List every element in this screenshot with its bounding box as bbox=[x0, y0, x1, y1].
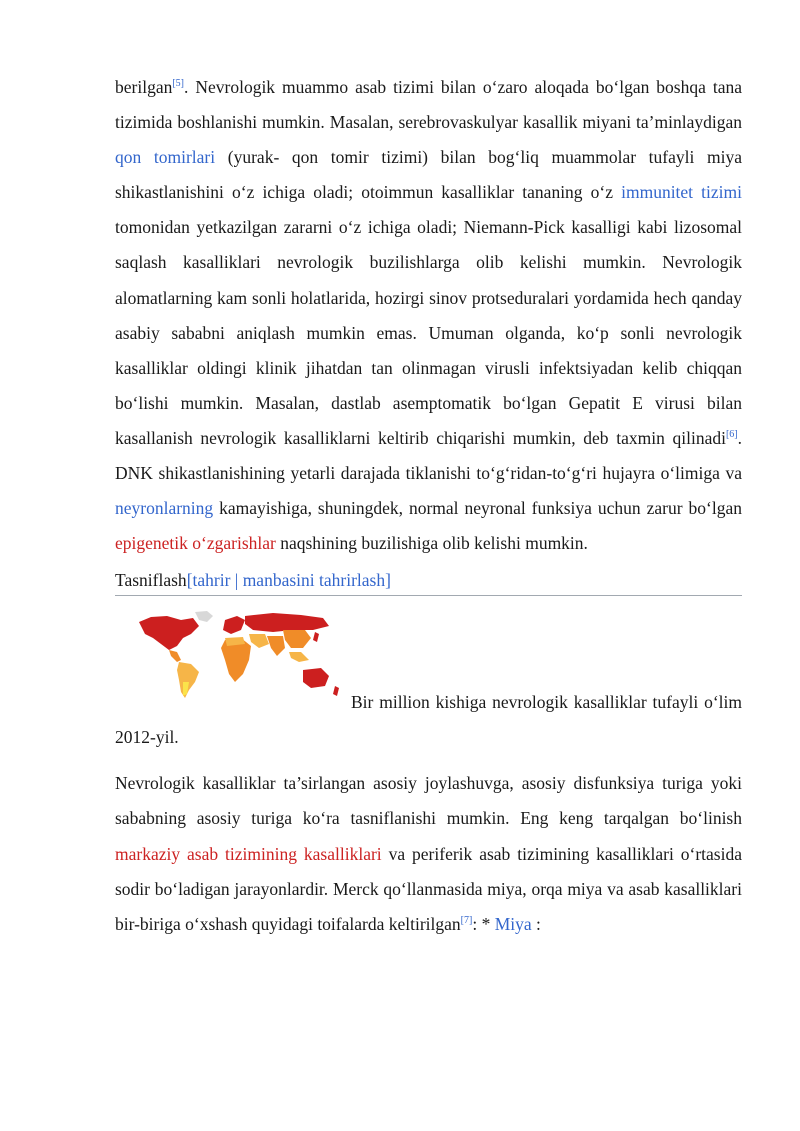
link-immunitet-tizimi[interactable]: immunitet tizimi bbox=[621, 182, 742, 203]
reference-5[interactable]: [5] bbox=[172, 78, 185, 90]
map-region-central-america bbox=[169, 650, 181, 662]
text-run: . Nevrologik muammo asab tizimi bilan o‘zaro aloqada bo‘lgan boshqa tana tizimida boshlanishi mumkin. Masalan, serebrovaskulyar kasallik miyani ta’minlaydigan bbox=[115, 77, 742, 133]
map-region-japan bbox=[313, 632, 319, 642]
map-region-russia bbox=[245, 613, 329, 632]
text-run: naqshining buzilishiga olib kelishi mumkin. bbox=[275, 533, 588, 554]
map-region-south-america bbox=[177, 662, 199, 698]
link-neyronlarning[interactable]: neyronlarning bbox=[115, 498, 214, 519]
text-run: : * bbox=[472, 913, 495, 934]
section-heading-tasniflash bbox=[115, 565, 742, 596]
world-map-image[interactable] bbox=[133, 608, 343, 703]
link-markaziy-asab-tizimi[interactable]: markaziy asab tizimining kasalliklari bbox=[115, 843, 382, 864]
paragraph-classification bbox=[115, 766, 742, 941]
figure-caption: Bir million kishiga nevrologik kasalliklar tufayli o‘lim 2012-yil. bbox=[115, 692, 742, 748]
map-region-east-asia bbox=[283, 630, 311, 648]
text-run: Nevrologik kasalliklar ta’sirlangan asosiy joylashuvga, asosiy disfunksiya turiga yoki sababning asosiy turiga ko‘ra tasniflanishi mumkin. Eng keng tarqalgan bo‘linish bbox=[115, 773, 742, 829]
text-run: va periferik asab tizimining kasalliklari o‘rtasida sodir bo‘ladigan jarayonlardir. Merck qo‘llanmasida miya, orqa miya va asab kasalliklari bir-biriga o‘xshash quyidagi toifalarda keltirilgan bbox=[115, 843, 742, 934]
map-region-southeast-asia bbox=[289, 652, 309, 662]
article-page bbox=[115, 70, 742, 942]
text-run: : bbox=[531, 913, 541, 934]
map-region-new-zealand bbox=[333, 686, 339, 696]
link-miya[interactable]: Miya bbox=[494, 913, 532, 934]
reference-7[interactable]: [7] bbox=[460, 914, 473, 926]
map-region-australia bbox=[303, 668, 329, 688]
edit-separator: | bbox=[230, 570, 243, 591]
figure-block bbox=[115, 608, 742, 755]
edit-link[interactable]: tahrir bbox=[192, 570, 231, 591]
heading-title: Tasniflash bbox=[115, 570, 187, 591]
map-region-north-america bbox=[139, 616, 199, 650]
reference-6[interactable]: [6] bbox=[725, 429, 738, 441]
edit-source-link[interactable]: manbasini tahrirlash bbox=[242, 570, 386, 591]
map-region-middle-east bbox=[249, 634, 269, 648]
edit-bracket-close: ] bbox=[385, 570, 391, 591]
link-epigenetik-ozgarishlar[interactable]: epigenetik o‘zgarishlar bbox=[115, 533, 276, 554]
paragraph-causes bbox=[115, 70, 742, 561]
text-run: (yurak- qon tomir tizimi) bilan bog‘liq muammolar tufayli miya shikastlanishini o‘z ichiga oladi; otoimmun kasalliklar tananing o‘z bbox=[115, 147, 742, 203]
edit-bracket-open: [ bbox=[186, 570, 193, 591]
link-qon-tomirlari[interactable]: qon tomirlari bbox=[115, 147, 216, 168]
map-region-greenland bbox=[195, 611, 213, 622]
world-map-icon bbox=[133, 608, 343, 703]
text-run: tomonidan yetkazilgan zararni o‘z ichiga oladi; Niemann-Pick kasalligi kabi lizosomal saqlash kasalliklari nevrologik buzilishlarga olib kelishi mumkin. Nevrologik alomatlarning kam sonli holatlarida, hozirgi sinov protseduralari yordamida hech qanday asabiy sababni aniqlash mumkin emas. Umuman olganda, ko‘p sonli nevrologik kasalliklar oldingi klinik jihatdan tan olinmagan virusli infektsiyadan kelib chiqqan bo‘lishi mumkin. Masalan, dastlab asemptomatik bo‘lgan Gepatit E virusi bilan kasallanish nevrologik kasalliklarni keltirib chiqarishi mumkin, deb taxmin qilinadi bbox=[115, 217, 742, 448]
text-run: . DNK shikastlanishining yetarli darajada tiklanishi to‘g‘ridan-to‘g‘ri hujayra o‘limiga va bbox=[115, 427, 742, 484]
text-run: berilgan bbox=[115, 77, 173, 97]
map-region-south-asia bbox=[267, 636, 285, 656]
text-run: kamayishiga, shuningdek, normal neyronal funksiya uchun zarur bo‘lgan bbox=[213, 498, 742, 519]
map-region-europe bbox=[223, 616, 245, 634]
